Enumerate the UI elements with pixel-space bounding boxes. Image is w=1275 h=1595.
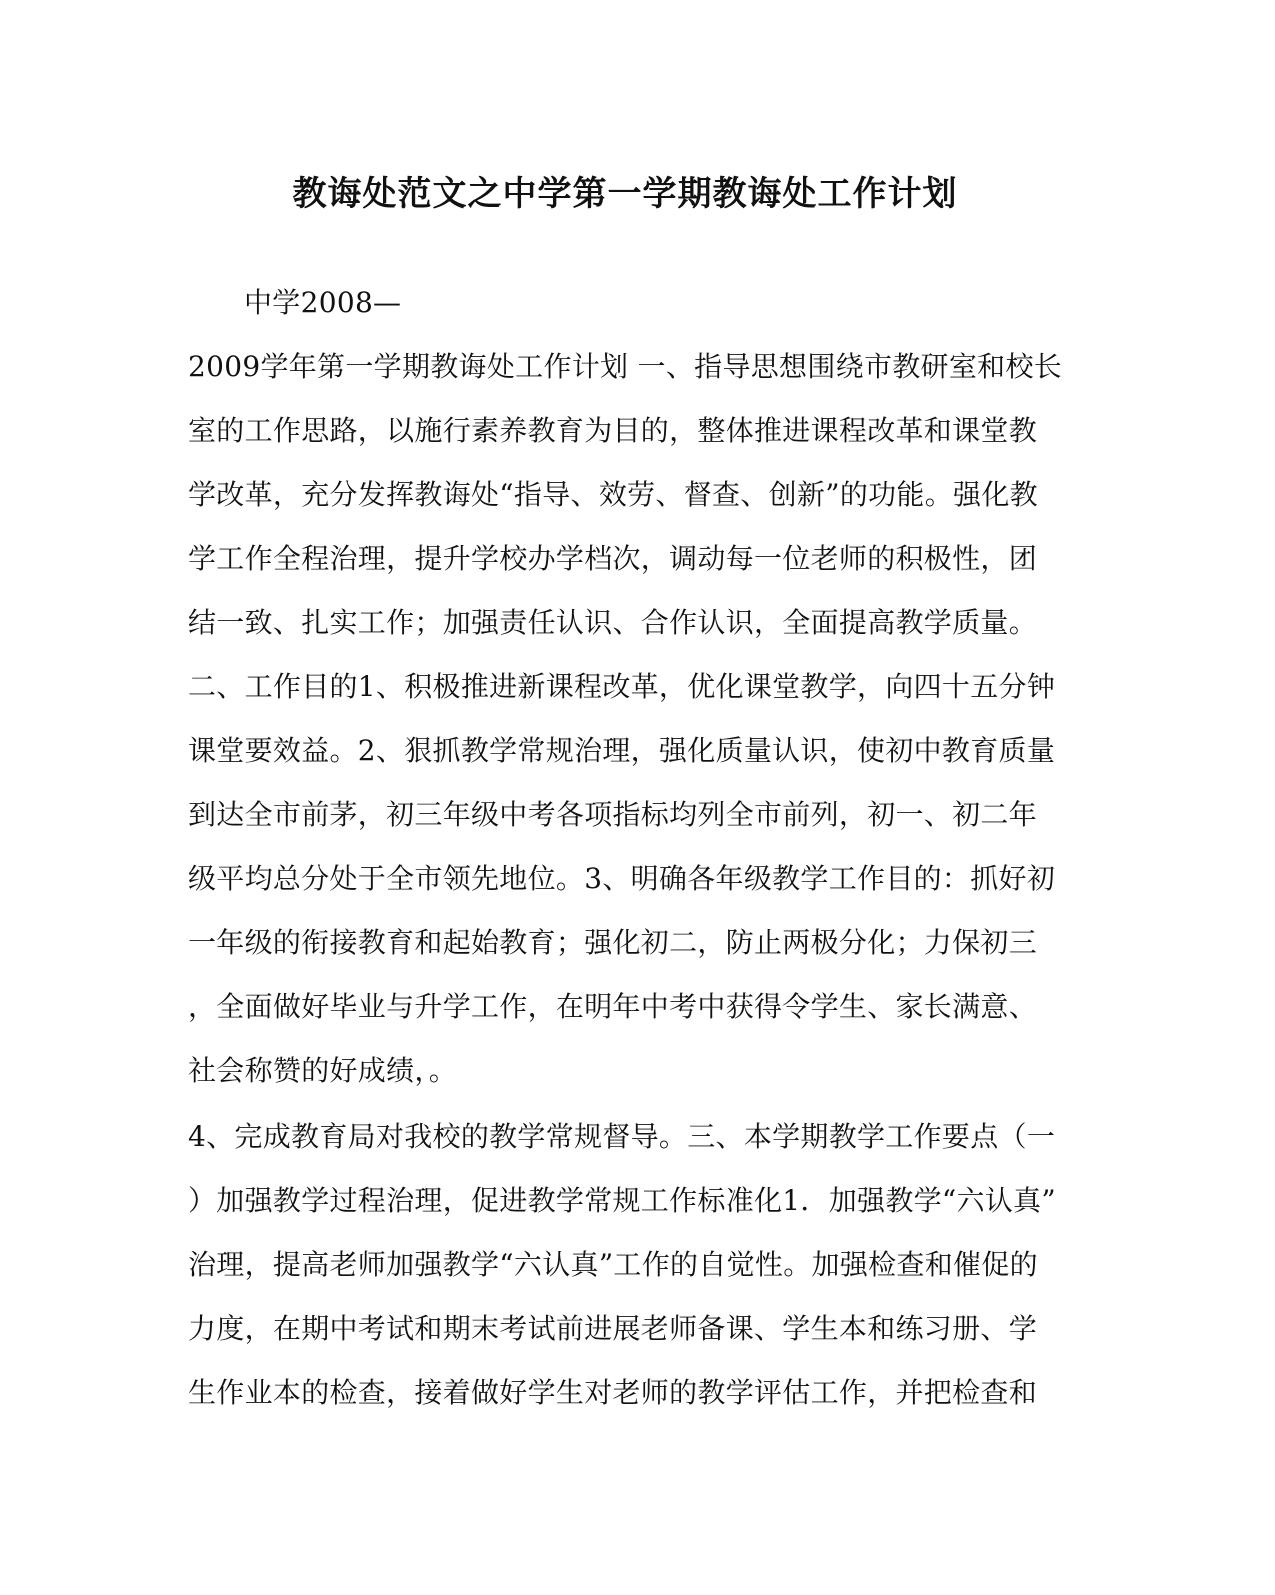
- body-line: 到达全市前茅，初三年级中考各项指标均列全市前列，初一、初二年: [188, 798, 1038, 831]
- body-line: 力度，在期中考试和期末考试前进展老师备课、学生本和练习册、学: [188, 1312, 1038, 1345]
- body-line: 二、工作目的1、积极推进新课程改革，优化课堂教学，向四十五分钟: [188, 670, 1056, 703]
- body-line: 学改革，充分发挥教诲处“指导、效劳、督查、创新”的功能。强化教: [188, 478, 1038, 511]
- body-line: 级平均总分处于全市领先地位。3、明确各年级教学工作目的：抓好初: [188, 862, 1056, 895]
- body-line: 社会称赞的好成绩，。: [188, 1054, 458, 1087]
- body-line: 学工作全程治理，提升学校办学档次，调动每一位老师的积极性，团: [188, 542, 1038, 575]
- body-line: ，全面做好毕业与升学工作，在明年中考中获得令学生、家长满意、: [188, 990, 1038, 1023]
- body-line: 治理，提高老师加强教学“六认真”工作的自觉性。加强检查和催促的: [188, 1248, 1038, 1281]
- body-line: 生作业本的检查，接着做好学生对老师的教学评估工作，并把检查和: [188, 1376, 1038, 1409]
- body-line: 4、完成教育局对我校的教学常规督导。三、本学期教学工作要点（一: [188, 1120, 1056, 1153]
- body-line: 中学2008—: [244, 286, 402, 319]
- body-line: ）加强教学过程治理，促进教学常规工作标准化1．加强教学“六认真”: [188, 1184, 1057, 1217]
- body-line: 课堂要效益。2、狠抓教学常规治理，强化质量认识，使初中教育质量: [188, 734, 1056, 767]
- body-line: 一年级的衔接教育和起始教育；强化初二，防止两极分化；力保初三: [188, 926, 1038, 959]
- document-title: 教诲处范文之中学第一学期教诲处工作计划: [292, 174, 958, 214]
- body-line: 室的工作思路，以施行素养教育为目的，整体推进课程改革和课堂教: [188, 414, 1038, 447]
- body-line: 结一致、扎实工作；加强责任认识、合作认识，全面提高教学质量。: [188, 606, 1038, 639]
- body-line: 2009学年第一学期教诲处工作计划 一、指导思想围绕市教研室和校长: [188, 350, 1063, 383]
